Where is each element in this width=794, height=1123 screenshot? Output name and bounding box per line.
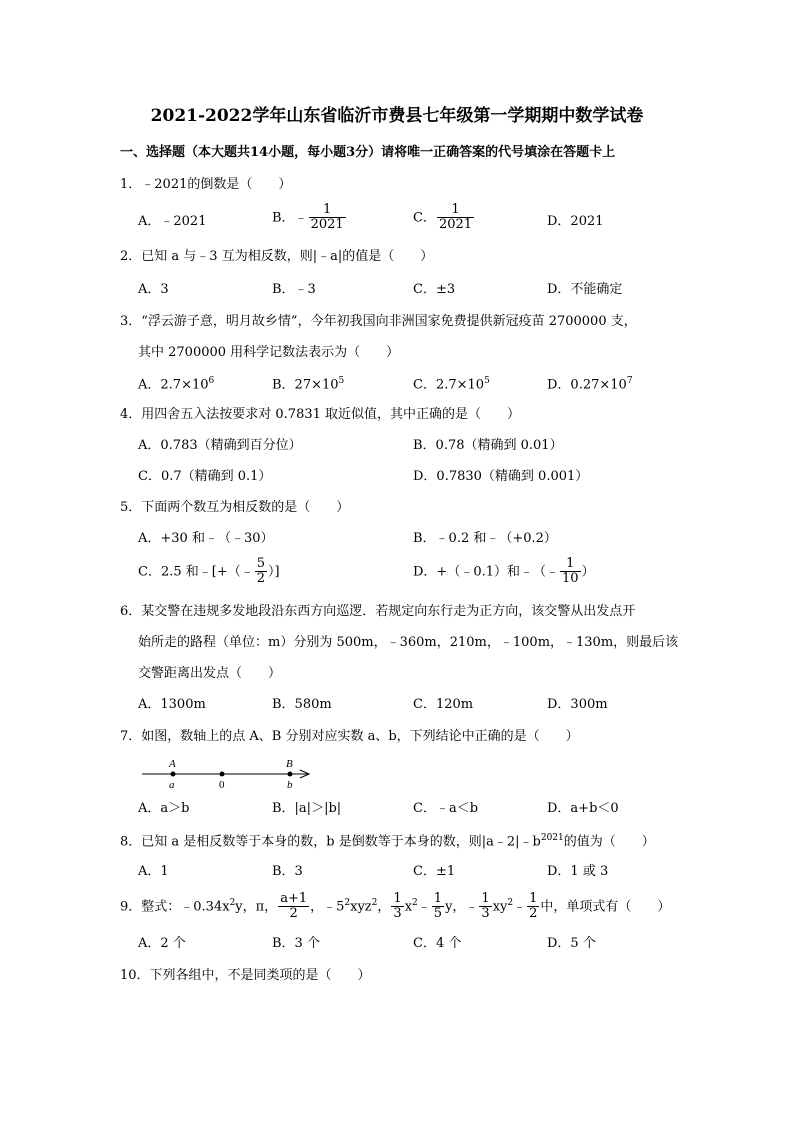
q8-option-c: C．±1	[413, 864, 456, 879]
question-6-stem-line3: 交警距离出发点（ ）	[138, 666, 282, 681]
q6-option-a: A．1300m	[138, 697, 206, 712]
q4-option-b: B．0.78（精确到 0.01）	[413, 438, 563, 453]
q3-option-d: D．$0.27\times 10^7$	[547, 376, 633, 393]
question-4-stem: 4．用四舍五入法按要求对 0.7831 取近似值，其中正确的是（ ）	[120, 407, 521, 422]
q3-option-c: C．$2.7\times 10^5$	[413, 376, 490, 393]
page-title: 2021-2022学年山东省临沂市费县七年级第一学期期中数学试卷	[150, 106, 644, 126]
q9-option-b: B．3 个	[272, 936, 320, 951]
origin-dot	[220, 772, 225, 777]
q1-option-c: C． $\frac{1}{2021}$	[413, 202, 473, 233]
question-6-stem-line2: 始所走的路程（单位：m）分别为 500m，﹣360m，210m，﹣100m，﹣130m，则最后该	[138, 635, 679, 650]
question-7-stem: 7．如图，数轴上的点 A、B 分别对应实数 a、b，下列结论中正确的是（ ）	[120, 729, 579, 744]
q7-option-d: D．a+b＜0	[547, 801, 619, 816]
q9-option-d: D．5 个	[547, 936, 596, 951]
q2-option-b: B．﹣3	[272, 282, 316, 297]
q5-option-d: D．+（﹣0.1）和﹣（﹣ $\frac{1}{10}$ ）	[413, 556, 595, 587]
question-8-stem: 8．已知 a 是相反数等于本身的数，b 是倒数等于本身的数，则$|a﹣2|﹣b^{2021}$的值为（ ）	[120, 833, 655, 850]
q2-option-a: A．3	[138, 282, 169, 297]
q2-option-d: D．不能确定	[547, 282, 623, 297]
question-10-stem: 10．下列各组中，不是同类项的是（ ）	[120, 968, 371, 983]
question-1-stem: 1．﹣2021的倒数是（ ）	[120, 177, 292, 192]
q3-option-b: B．$27\times 10^5$	[272, 376, 345, 393]
question-9-stem: 9．整式：$﹣0.34x^2y$，π， $\frac{a+1}{2}$ ，$﹣5^2xyz^2$， $\frac{1}{3}$ $x^2﹣$ $\frac{1}{5}$ y，﹣ $\frac{1}{3}$ $xy^2﹣$ $\frac{1}{2}$ 中，单项式有（ ）	[120, 891, 671, 922]
question-3-stem-line2: 其中 2700000 用科学记数法表示为（ ）	[138, 345, 400, 360]
q8-option-a: A．1	[138, 864, 169, 879]
q6-option-c: C．120m	[413, 697, 474, 712]
question-3-stem-line1: 3．“浮云游子意，明月故乡情”，今年初我国向非洲国家免费提供新冠疫苗 2700000 支，	[120, 314, 637, 329]
q6-option-b: B．580m	[272, 697, 332, 712]
q4-option-c: C．0.7（精确到 0.1）	[138, 469, 272, 484]
label-A: A	[169, 758, 176, 770]
question-6-stem-line1: 6．某交警在违规多发地段沿东西方向巡逻．若规定向东行走为正方向，该交警从出发点开	[120, 604, 636, 619]
q1-option-b: B．﹣ $\frac{1}{2021}$	[272, 202, 344, 233]
point-b-dot	[288, 772, 293, 777]
question-5-stem: 5．下面两个数互为相反数的是（ ）	[120, 500, 350, 515]
label-0: 0	[219, 779, 225, 791]
number-line-figure	[138, 754, 318, 794]
q6-option-d: D．300m	[547, 697, 608, 712]
q5-option-c: C．2.5 和﹣[+（﹣ $\frac{5}{2}$ ）]	[138, 556, 280, 587]
section-heading: 一、选择题（本大题共14小题，每小题3分）请将唯一正确答案的代号填涂在答题卡上	[120, 145, 616, 160]
question-2-stem: 2．已知 a 与﹣3 互为相反数，则|﹣a|的值是（ ）	[120, 249, 434, 264]
q2-option-c: C．±3	[413, 282, 456, 297]
point-a-dot	[171, 772, 176, 777]
q1-option-d: D．2021	[547, 214, 604, 229]
label-b: b	[287, 779, 293, 791]
label-a: a	[169, 779, 175, 791]
q8-option-d: D．1 或 3	[547, 864, 609, 879]
q9-option-a: A．2 个	[138, 936, 186, 951]
q7-option-c: C．﹣a＜b	[413, 801, 479, 816]
q4-option-a: A．0.783（精确到百分位）	[138, 438, 302, 453]
q3-option-a: A．$2.7\times 10^6$	[138, 376, 215, 393]
label-B: B	[286, 758, 293, 770]
q7-option-a: A．a＞b	[138, 801, 190, 816]
q4-option-d: D．0.7830（精确到 0.001）	[413, 469, 589, 484]
q5-option-b: B．﹣0.2 和﹣（+0.2）	[413, 531, 557, 546]
q7-option-b: B．|a|＞|b|	[272, 801, 342, 816]
q9-option-c: C．4 个	[413, 936, 462, 951]
q1-option-a: A．﹣2021	[138, 214, 207, 229]
q5-option-a: A．+30 和﹣（﹣30）	[138, 531, 274, 546]
q8-option-b: B．3	[272, 864, 303, 879]
